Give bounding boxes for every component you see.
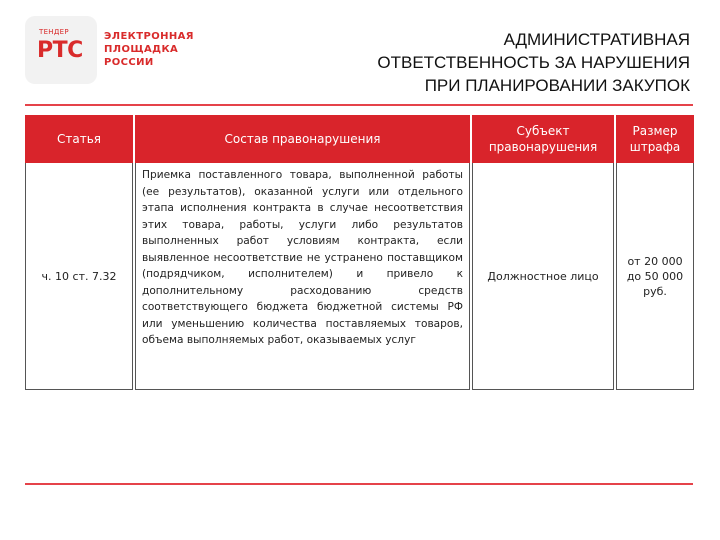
column-header-fine	[616, 115, 694, 163]
cell-text: Должностное лицо	[487, 269, 599, 283]
column-header-label: Размер штрафа	[629, 124, 681, 154]
cell-subject	[472, 163, 614, 390]
column-header-offense	[135, 115, 470, 163]
cell-description	[135, 163, 470, 390]
column-header-subject	[472, 115, 614, 163]
top-divider	[25, 104, 693, 106]
column-header-label: Состав правонарушения	[224, 132, 381, 146]
logo-rts-text: РТС	[37, 38, 83, 63]
cell-article	[25, 163, 133, 390]
logo-caption-line: ПЛОЩАДКА	[104, 44, 179, 55]
logo-caption	[104, 30, 194, 69]
cell-fine	[616, 163, 694, 390]
page-title-line: ПРИ ПЛАНИРОВАНИИ ЗАКУПОК	[424, 76, 690, 95]
logo-caption-line: РОССИИ	[104, 57, 154, 68]
cell-text: Приемка поставленного товара, выполненной работы (ее результатов), оказанной услуги или отдельного этапа исполнения контракта в случае несоответствия этих товара, работы, услуги либо результатов выполненных работ условиям контракта, если выявленное несоответствие не устранено поставщиком (подрядчиком, исполнителем) и привело к дополнительному расходованию средств соответствующего бюджета бюджетной системы РФ или уменьшению количества поставляемых товаров, объема выполняемых работ, оказываемых услуг	[142, 169, 463, 346]
page-title	[377, 28, 690, 97]
column-header-label: Субъект правонарушения	[488, 124, 598, 154]
logo-caption-line: ЭЛЕКТРОННАЯ	[104, 31, 194, 42]
cell-text: от 20 000 до 50 000 руб.	[626, 254, 684, 298]
logo-small-text: ТЕНДЕР	[39, 28, 69, 36]
logo	[25, 16, 97, 84]
cell-text: ч. 10 ст. 7.32	[41, 269, 117, 283]
column-header-label: Статья	[56, 132, 101, 146]
column-header-article	[25, 115, 133, 163]
bottom-divider	[25, 483, 693, 485]
page-title-line: ОТВЕТСТВЕННОСТЬ ЗА НАРУШЕНИЯ	[377, 53, 690, 72]
page-title-line: АДМИНИСТРАТИВНАЯ	[503, 30, 690, 49]
